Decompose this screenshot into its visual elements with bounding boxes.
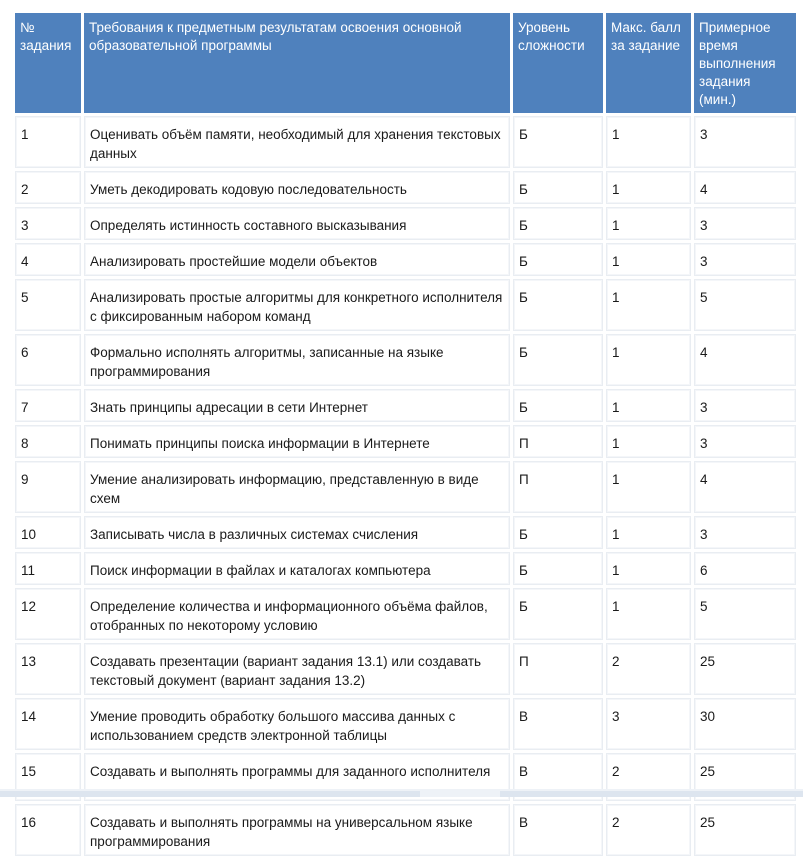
cell-requirement: Умение проводить обработку большого массива данных с использованием средств электронной таблицы — [84, 698, 510, 750]
cell-time: 3 — [694, 116, 796, 168]
cell-time: 4 — [694, 461, 796, 513]
cell-requirement: Определение количества и информационного объёма файлов, отобранных по некоторому условию — [84, 588, 510, 640]
cell-max-score: 1 — [606, 389, 691, 422]
table-row — [15, 643, 796, 695]
cell-difficulty: Б — [513, 116, 603, 168]
cell-task-number: 8 — [15, 425, 81, 458]
cell-requirement: Понимать принципы поиска информации в Интернете — [84, 425, 510, 458]
cell-max-score: 1 — [606, 207, 691, 240]
cell-max-score: 1 — [606, 461, 691, 513]
exam-spec-table — [12, 10, 799, 859]
cell-difficulty: В — [513, 804, 603, 856]
cell-time: 4 — [694, 334, 796, 386]
cell-requirement: Знать принципы адресации в сети Интернет — [84, 389, 510, 422]
cell-time: 3 — [694, 425, 796, 458]
cell-max-score: 1 — [606, 425, 691, 458]
cell-difficulty: Б — [513, 171, 603, 204]
cell-difficulty: Б — [513, 243, 603, 276]
cell-max-score: 1 — [606, 171, 691, 204]
cell-task-number: 9 — [15, 461, 81, 513]
table-row — [15, 207, 796, 240]
cell-difficulty: П — [513, 461, 603, 513]
cell-difficulty: Б — [513, 389, 603, 422]
cell-difficulty: П — [513, 643, 603, 695]
cell-max-score: 1 — [606, 116, 691, 168]
cell-difficulty: Б — [513, 588, 603, 640]
cell-max-score: 2 — [606, 753, 691, 801]
cell-time: 6 — [694, 552, 796, 585]
table-row — [15, 243, 796, 276]
table-container — [12, 10, 796, 859]
cell-requirement: Анализировать простейшие модели объектов — [84, 243, 510, 276]
cell-difficulty: Б — [513, 207, 603, 240]
header-requirements: Требования к предметным результатам освоения основной образовательной программы — [84, 13, 510, 113]
cell-task-number: 4 — [15, 243, 81, 276]
cell-time: 3 — [694, 516, 796, 549]
cell-difficulty: П — [513, 425, 603, 458]
cell-requirement: Умение анализировать информацию, представленную в виде схем — [84, 461, 510, 513]
cell-max-score: 1 — [606, 243, 691, 276]
cell-time: 3 — [694, 243, 796, 276]
cell-task-number: 13 — [15, 643, 81, 695]
cell-time: 3 — [694, 389, 796, 422]
cell-requirement: Создавать и выполнять программы на универсальном языке программирования — [84, 804, 510, 856]
cell-requirement: Записывать числа в различных системах счисления — [84, 516, 510, 549]
cell-requirement: Оценивать объём памяти, необходимый для хранения текстовых данных — [84, 116, 510, 168]
cell-difficulty: Б — [513, 516, 603, 549]
table-row — [15, 171, 796, 204]
cell-task-number: 6 — [15, 334, 81, 386]
cell-requirement: Уметь декодировать кодовую последовательность — [84, 171, 510, 204]
cell-max-score: 1 — [606, 552, 691, 585]
header-time: Примерное время выполнения задания (мин.) — [694, 13, 796, 113]
cell-time: 5 — [694, 279, 796, 331]
header-task-number: № задания — [15, 13, 81, 113]
cell-task-number: 10 — [15, 516, 81, 549]
cell-difficulty: Б — [513, 279, 603, 331]
table-row — [15, 389, 796, 422]
table-row — [15, 334, 796, 386]
cell-task-number: 7 — [15, 389, 81, 422]
bottom-strip-segment — [500, 791, 803, 797]
cell-max-score: 2 — [606, 643, 691, 695]
cell-time: 30 — [694, 698, 796, 750]
cell-time: 4 — [694, 171, 796, 204]
cell-max-score: 1 — [606, 588, 691, 640]
cell-time: 25 — [694, 753, 796, 801]
bottom-strip-segment — [0, 791, 420, 797]
cell-time: 3 — [694, 207, 796, 240]
cell-requirement: Формально исполнять алгоритмы, записанные на языке программирования — [84, 334, 510, 386]
cell-max-score: 3 — [606, 698, 691, 750]
table-row — [15, 804, 796, 856]
cell-task-number: 15 — [15, 753, 81, 801]
table-row — [15, 116, 796, 168]
table-row — [15, 698, 796, 750]
table-row — [15, 552, 796, 585]
cell-difficulty: В — [513, 753, 603, 801]
header-max-score: Макс. балл за задание — [606, 13, 691, 113]
cell-max-score: 1 — [606, 334, 691, 386]
cell-max-score: 1 — [606, 516, 691, 549]
cell-task-number: 2 — [15, 171, 81, 204]
cell-requirement: Создавать презентации (вариант задания 13.1) или создавать текстовый документ (вариант задания 13.2) — [84, 643, 510, 695]
cell-task-number: 14 — [15, 698, 81, 750]
table-header-row — [15, 13, 796, 113]
cell-task-number: 1 — [15, 116, 81, 168]
cell-requirement: Анализировать простые алгоритмы для конкретного исполнителя с фиксированным набором команд — [84, 279, 510, 331]
cell-task-number: 16 — [15, 804, 81, 856]
cell-task-number: 11 — [15, 552, 81, 585]
cell-difficulty: Б — [513, 552, 603, 585]
cell-requirement: Создавать и выполнять программы для заданного исполнителя — [84, 753, 510, 801]
cell-task-number: 12 — [15, 588, 81, 640]
header-difficulty: Уровень сложности — [513, 13, 603, 113]
table-row — [15, 461, 796, 513]
cell-task-number: 5 — [15, 279, 81, 331]
table-row — [15, 516, 796, 549]
table-row — [15, 279, 796, 331]
cell-requirement: Поиск информации в файлах и каталогах компьютера — [84, 552, 510, 585]
cell-max-score: 2 — [606, 804, 691, 856]
cell-time: 25 — [694, 804, 796, 856]
cell-time: 5 — [694, 588, 796, 640]
cell-task-number: 3 — [15, 207, 81, 240]
cell-difficulty: В — [513, 698, 603, 750]
cell-max-score: 1 — [606, 279, 691, 331]
page-bottom-strip — [0, 789, 803, 797]
cell-time: 25 — [694, 643, 796, 695]
cell-difficulty: Б — [513, 334, 603, 386]
table-row — [15, 425, 796, 458]
table-row — [15, 588, 796, 640]
cell-requirement: Определять истинность составного высказывания — [84, 207, 510, 240]
